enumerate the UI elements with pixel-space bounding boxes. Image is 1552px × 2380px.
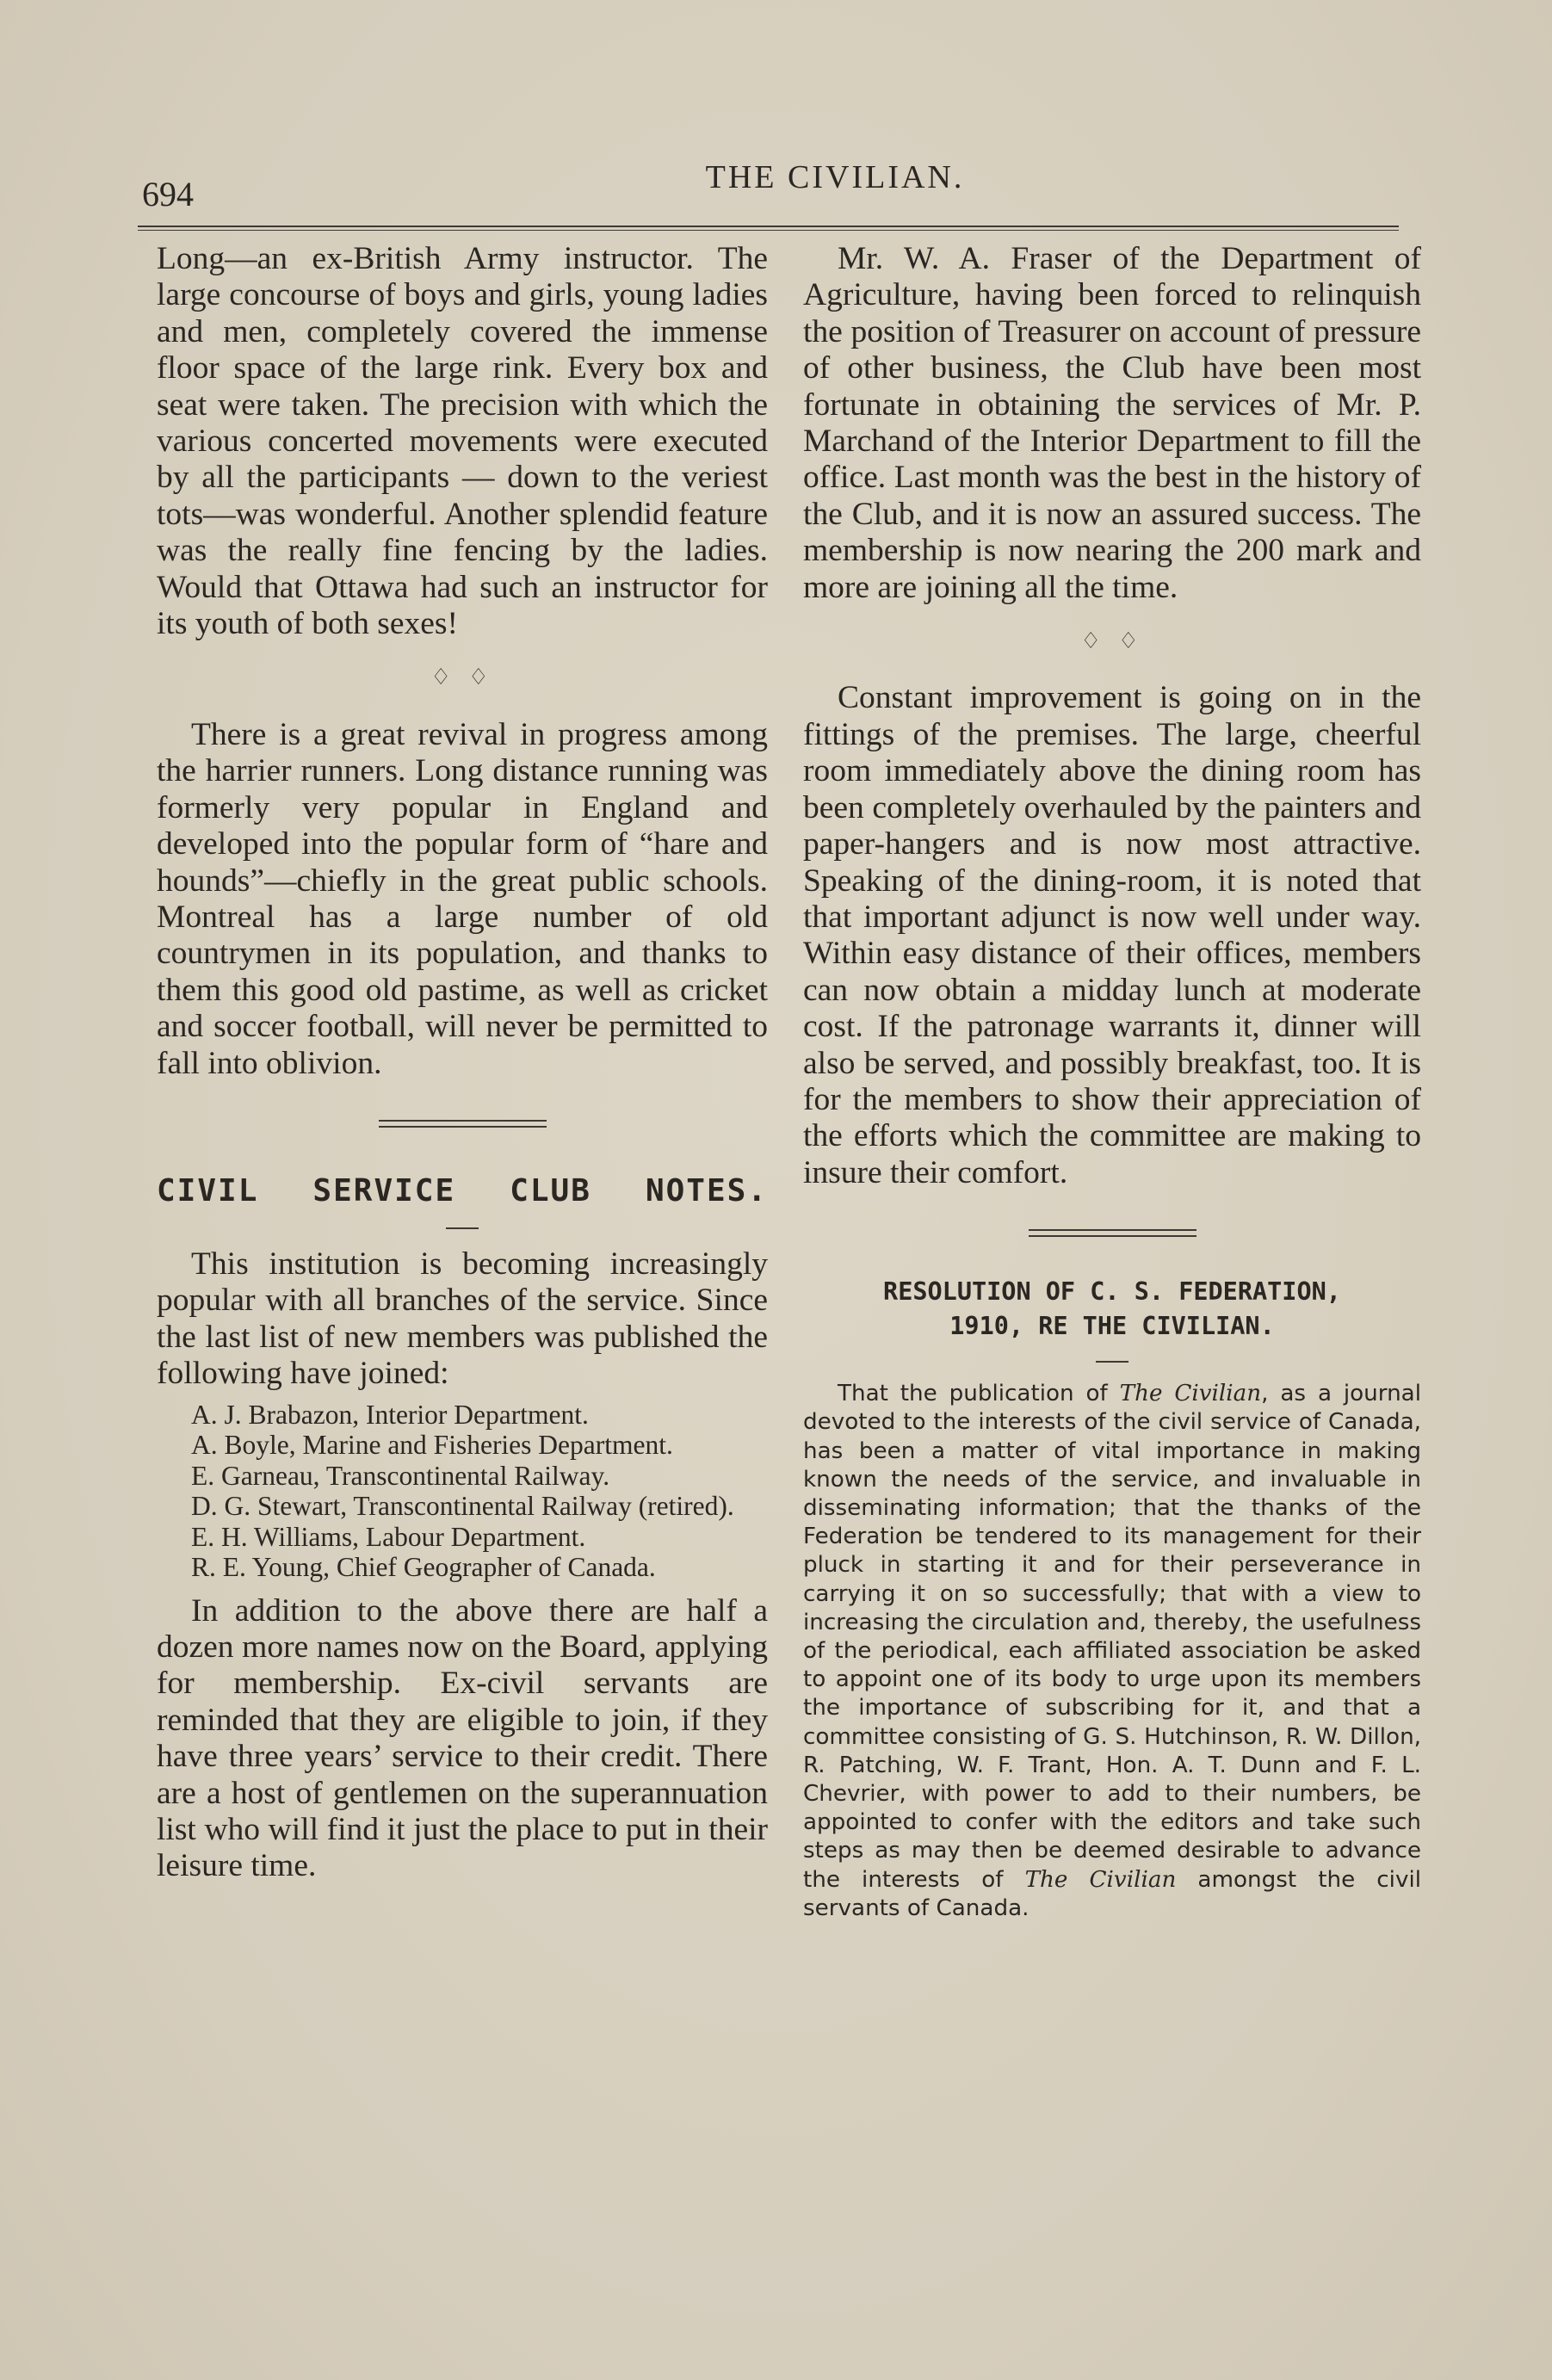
page-header — [142, 157, 1403, 226]
journal-name: The Civilian — [1119, 1381, 1262, 1407]
section-heading: CIVIL SERVICE CLUB NOTES. — [157, 1172, 768, 1209]
resolution-heading — [803, 1275, 1421, 1344]
heading-rule — [1096, 1361, 1128, 1363]
resolution-heading-line: 1910, RE THE CIVILIAN. — [949, 1312, 1275, 1341]
section-divider — [379, 1120, 547, 1128]
section-divider — [1029, 1229, 1196, 1237]
member-entry: E. H. Williams, Labour Department. — [191, 1521, 586, 1552]
member-entry: D. G. Stewart, Transcontinental Railway (retired). — [191, 1491, 734, 1522]
right-column — [803, 241, 1421, 1923]
header-rule — [138, 226, 1399, 231]
member-entry: R. E. Young, Chief Geographer of Canada. — [191, 1552, 656, 1583]
rink-paragraph: Long—an ex-British Army instructor. The large concourse of boys and girls, young ladies and men, completely covered the immense floor space of the large rink. Every box and seat were taken. The precision with which the various concerted movements were executed by all the participants — down to the veriest tots—was wonderful. Another splendid feature was the really fine fencing by the ladies. Would that Ottawa had such an instructor for its youth of both sexes! — [157, 241, 768, 642]
treasurer-paragraph: Mr. W. A. Fraser of the Department of Agriculture, having been forced to relinquish the position of Treasurer on account of pressure of other business, the Club have been most fortunate in obtaining the services of Mr. P. Marchand of the Interior Department to fill the office. Last month was the best in the history of the Club, and it is now an assured success. The membership is now nearing the 200 mark and more are joining all the time. — [803, 241, 1421, 605]
club-closing-paragraph: In addition to the above there are half a dozen more names now on the Board, applying for membership. Ex-civil servants are reminded that they are eligible to join, if they have three years’ service to their credit. There are a host of gentlemen on the superannuation list who will find it just the place to put in their leisure time. — [157, 1592, 768, 1884]
journal-name: The Civilian — [1024, 1866, 1177, 1893]
running-title: THE CIVILIAN. — [705, 159, 965, 195]
left-column — [157, 241, 768, 1885]
member-entry: E. Garneau, Transcontinental Railway. — [191, 1460, 610, 1491]
improvement-paragraph: Constant improvement is going on in the fittings of the premises. The large, cheerful room immediately above the dining room has been completely overhauled by the painters and paper-hangers and is now most attractive. Speaking of the dining-room, it is noted that that important adjunct is now well under way. Within easy distance of their offices, members can now obtain a midday lunch at moderate cost. If the patronage warrants it, dinner will also be served, and possibly breakfast, too. It is for the members to show their appreciation of the efforts which the committee are making to insure their comfort. — [803, 680, 1421, 1190]
member-list — [157, 1400, 768, 1583]
section-ornament: ♢ ♢ — [1080, 628, 1144, 655]
resolution-text: That the publication of The Civilian, as a journal devoted to the interests of the civil service of Canada, has been a matter of vital importance in making known the needs of the service, and invaluable in disseminating information; that the thanks of the Federation be tendered to its management for their pluck in starting it and for their perseverance in carrying it on so successfully; that with a view to increasing the circulation and, thereby, the usefulness of the periodical, each affiliated association be asked to appoint one of its body to urge upon its members the importance of subscribing for it, and that a committee consisting of G. S. Hutchinson, R. W. Dillon, R. Patching, W. F. Trant, Hon. A. T. Dunn and F. L. Chevrier, with power to add to their numbers, be appointed to confer with the editors and take such steps as may then be deemed desirable to advance the interests of The Civilian amongst the civil servants of Canada. — [803, 1381, 1421, 1921]
page-number: 694 — [142, 175, 194, 213]
club-intro-paragraph: This institution is becoming increasingly popular with all branches of the service. Since the last list of new members was published the following have joined: — [157, 1246, 768, 1392]
resolution-heading-line: RESOLUTION OF C. S. FEDERATION, — [883, 1277, 1341, 1307]
harrier-paragraph: There is a great revival in progress among the harrier runners. Long distance running was formerly very popular in England and developed into the popular form of “hare and hounds”—chiefly in the great public schools. Montreal has a large number of old countrymen in its population, and thanks to them this good old pastime, as well as cricket and soccer football, will never be permitted to fall into oblivion. — [157, 716, 768, 1081]
member-entry: A. J. Brabazon, Interior Department. — [191, 1399, 589, 1430]
heading-rule — [446, 1227, 479, 1229]
member-entry: A. Boyle, Marine and Fisheries Department. — [191, 1430, 673, 1461]
section-ornament: ♢ ♢ — [430, 665, 494, 691]
